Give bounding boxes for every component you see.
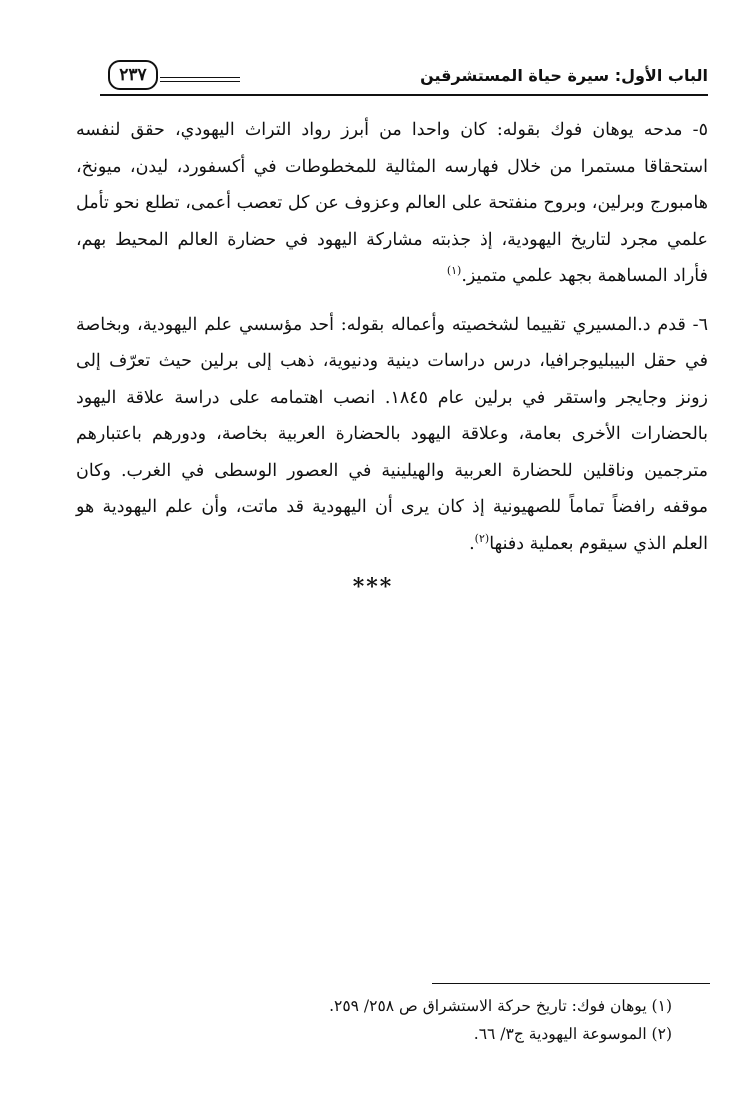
section-separator: *** xyxy=(352,574,394,600)
paragraph-text: ٥- مدحه يوهان فوك بقوله: كان واحدا من أبرز رواد التراث اليهودي، حقق لنفسه استحقاقا مستمرا من خلال فهارسه المثالية للمخطوطات في أكسفورد، ليدن، ميونخ، هامبورج وبرلين، وبروح منفتحة على العالم وعزوف عن كل تعصب أعمى، تطلع نحو تأمل علمي مجرد لتاريخ اليهودية، إذ جذبته مشاركة اليهود في حضارة العالم المحيط بهم، فأراد المساهمة بجهد علمي متميز. xyxy=(76,120,708,286)
paragraph-text: ٦- قدم د.المسيري تقييما لشخصيته وأعماله بقوله: أحد مؤسسي علم اليهودية، وبخاصة في حقل البيبليوجرافيا، درس دراسات دينية ودنيوية، ذهب إلى برلين حيث تعرّف إلى زونز وجايجر واستقر في برلين عام ١٨٤٥. انصب اهتمامه على دراسة علاقة اليهود بالحضارات الأخرى بعامة، وعلاقة اليهود بالحضارة العربية بخاصة، ودورهم باعتبارهم مترجمين وناقلين للحضارة العربية والهيلينية في العصور الوسطى في الغرب. وكان موقفه رافضاً تماماً للصهيونية إذ كان يرى أن اليهودية قد ماتت، وأن علم اليهودية هو العلم الذي سيقوم بعملية دفنها xyxy=(76,314,708,554)
footnote-1: (١) يوهان فوك: تاريخ حركة الاستشراق ص ٢٥٨/ ٢٥٩. xyxy=(329,997,672,1015)
footnote-ref-2: (٢) xyxy=(474,531,490,545)
main-text xyxy=(76,112,708,574)
footnote-rule xyxy=(432,983,710,984)
paragraph-6 xyxy=(76,307,708,563)
header-ornament-lines xyxy=(160,77,240,85)
header-rule xyxy=(100,94,708,96)
footnotes xyxy=(72,992,672,1048)
footnote-ref-1: (١) xyxy=(446,264,462,278)
paragraph-end: . xyxy=(469,533,475,554)
page-number: ٢٣٧ xyxy=(108,60,158,90)
page-header xyxy=(100,60,708,96)
chapter-title: الباب الأول: سيرة حياة المستشرقين xyxy=(420,66,708,85)
footnote-2: (٢) الموسوعة اليهودية ج٣/ ٦٦. xyxy=(473,1025,672,1043)
paragraph-5 xyxy=(76,112,708,295)
